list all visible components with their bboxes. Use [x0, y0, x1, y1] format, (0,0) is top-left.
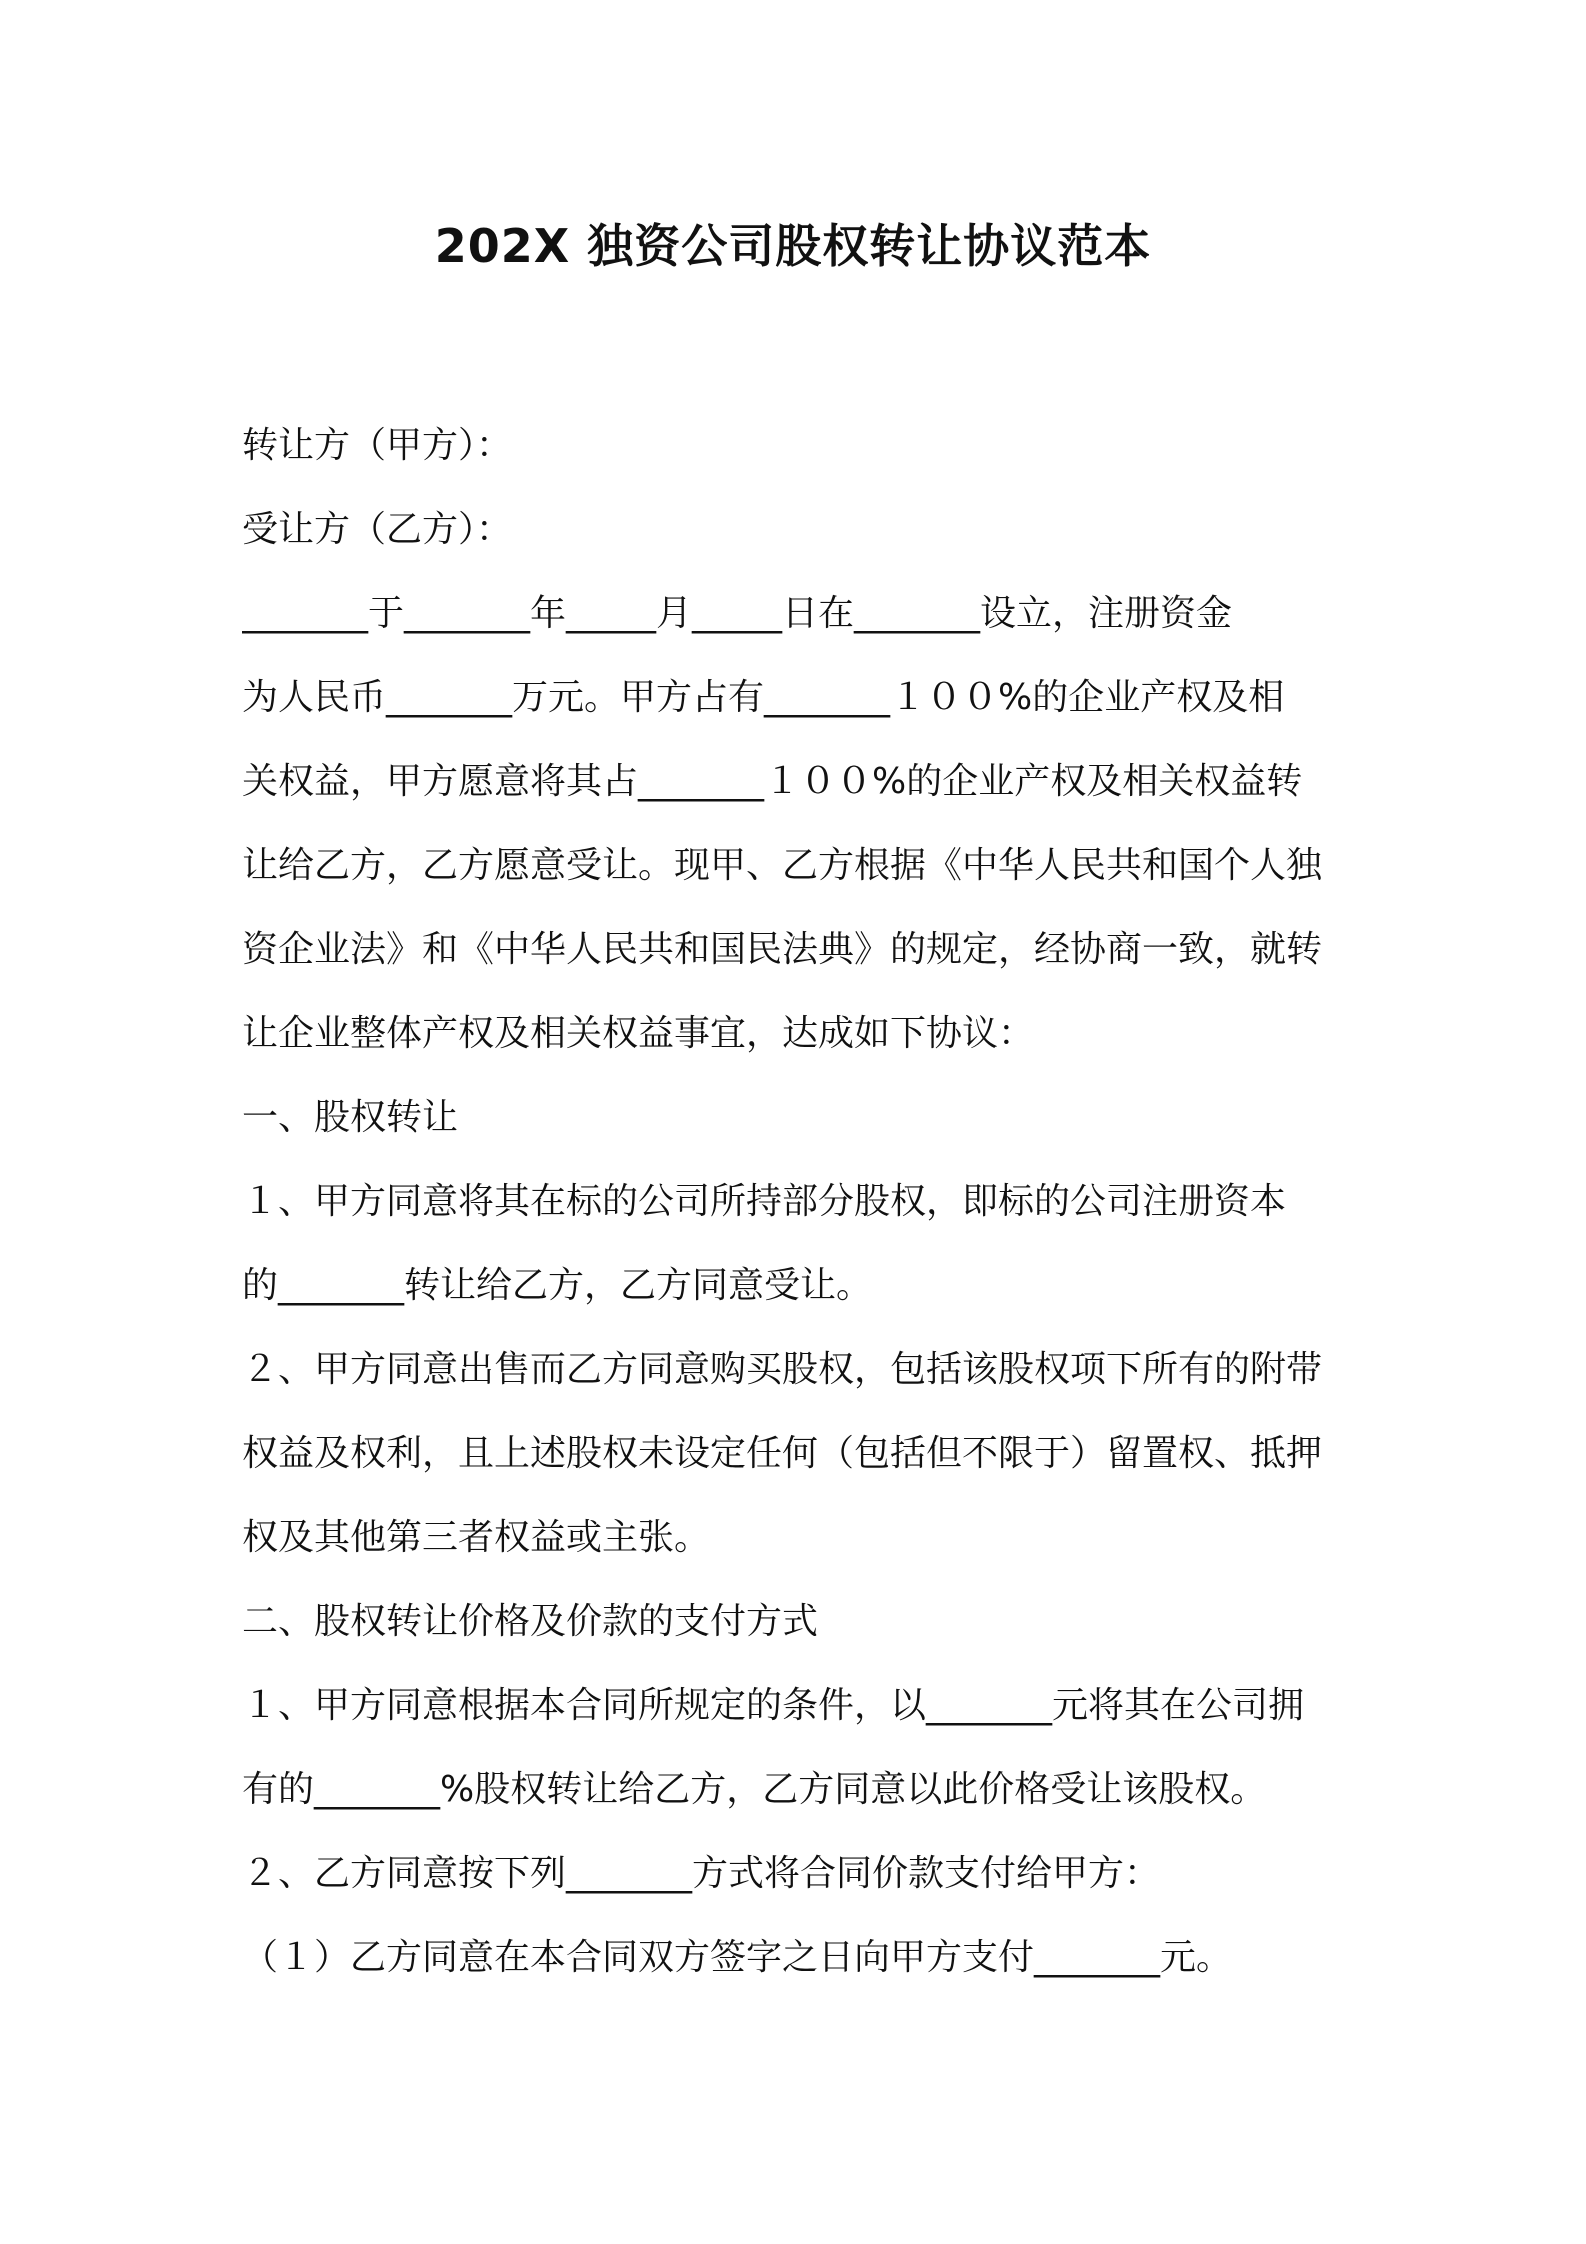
party-b-line: 受让方（乙方）： — [242, 509, 513, 550]
clause-line: 有的_______%股权转让给乙方，乙方同意以此价格受让该股权。 — [242, 1769, 1267, 1810]
paragraph-line: 关权益，甲方愿意将其占_______１００%的企业产权及相关权益转 — [242, 761, 1303, 802]
section-heading: 二、股权转让价格及价款的支付方式 — [242, 1601, 819, 1642]
paragraph-line: 让企业整体产权及相关权益事宜，达成如下协议： — [242, 1013, 1035, 1054]
clause-line: ２、甲方同意出售而乙方同意购买股权，包括该股权项下所有的附带 — [242, 1349, 1323, 1390]
clause-line: 的_______转让给乙方，乙方同意受让。 — [242, 1265, 873, 1306]
paragraph-line: 让给乙方，乙方愿意受让。现甲、乙方根据《中华人民共和国个人独 — [242, 845, 1323, 886]
party-a-line: 转让方（甲方）： — [242, 425, 513, 466]
clause-line: 权及其他第三者权益或主张。 — [242, 1517, 711, 1558]
clause-line: 权益及权利，且上述股权未设定任何（包括但不限于）留置权、抵押 — [242, 1433, 1323, 1474]
paragraph-line: 资企业法》和《中华人民共和国民法典》的规定，经协商一致，就转 — [242, 929, 1323, 970]
document-title: 202X 独资公司股权转让协议范本 — [434, 219, 1152, 273]
sub-clause-line: （１）乙方同意在本合同双方签字之日向甲方支付_______元。 — [242, 1937, 1233, 1978]
clause-line: ２、乙方同意按下列_______方式将合同价款支付给甲方： — [242, 1853, 1161, 1894]
clause-line: １、甲方同意根据本合同所规定的条件，以_______元将其在公司拥 — [242, 1685, 1305, 1726]
clause-line: １、甲方同意将其在标的公司所持部分股权，即标的公司注册资本 — [242, 1181, 1287, 1222]
section-heading: 一、股权转让 — [242, 1097, 459, 1138]
paragraph-line: _______于_______年_____月_____日在_______设立，注册资金 — [242, 593, 1233, 634]
paragraph-line: 为人民币_______万元。甲方占有_______１００%的企业产权及相 — [242, 677, 1285, 718]
document-body — [242, 404, 1354, 2000]
